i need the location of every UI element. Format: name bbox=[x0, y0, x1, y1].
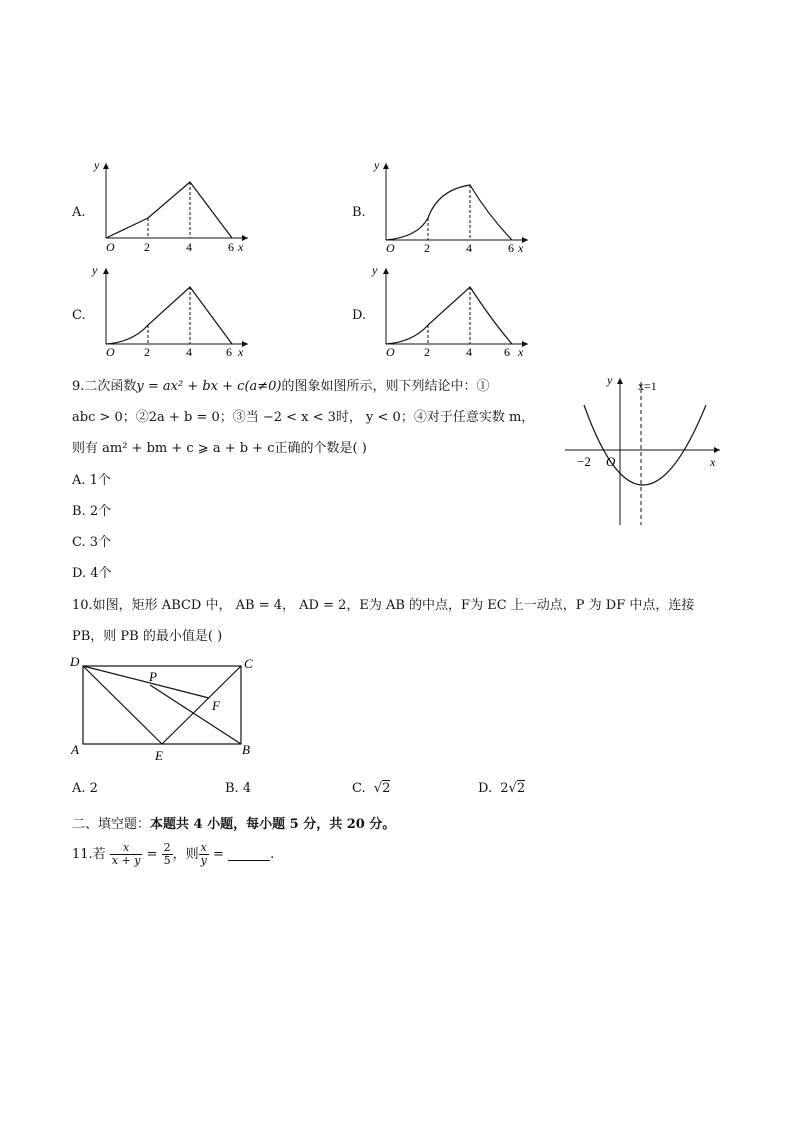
q9-line3: 则有 am² + bm + c ⩾ a + b + c正确的个数是( ) bbox=[72, 441, 367, 456]
sqrt-symbol: √2 bbox=[373, 781, 391, 796]
svg-text:B: B bbox=[242, 742, 250, 757]
q10-rectangle-figure bbox=[66, 650, 266, 765]
q10-option-a: A. 2 bbox=[72, 781, 98, 796]
svg-text:6: 6 bbox=[228, 240, 234, 254]
svg-text:y: y bbox=[92, 263, 98, 277]
svg-text:x=1: x=1 bbox=[638, 379, 657, 393]
svg-text:y: y bbox=[374, 158, 380, 172]
q9-option-c: C. 3个 bbox=[72, 535, 112, 550]
svg-text:C: C bbox=[244, 656, 253, 671]
svg-text:2: 2 bbox=[424, 345, 430, 359]
curve-a bbox=[106, 182, 232, 238]
graph-option-d bbox=[368, 262, 538, 362]
q9-suffix: 的图象如图所示，则下列结论中：① bbox=[281, 379, 490, 394]
graph-option-c bbox=[88, 262, 258, 362]
option-c-label: C. bbox=[72, 308, 86, 323]
q10-option-c: C. √2 bbox=[352, 781, 391, 796]
svg-text:6: 6 bbox=[504, 345, 510, 359]
svg-text:y: y bbox=[94, 158, 100, 172]
q9-option-a: A. 1个 bbox=[72, 473, 111, 488]
svg-text:x: x bbox=[238, 345, 244, 359]
q11-fraction-3: $\frac{x}{y}$ bbox=[200, 841, 207, 867]
svg-text:E: E bbox=[155, 748, 163, 763]
svg-text:D: D bbox=[70, 654, 80, 669]
svg-text:y: y bbox=[372, 263, 378, 277]
svg-text:A: A bbox=[71, 742, 79, 757]
svg-text:x: x bbox=[238, 240, 244, 254]
q11-fraction-2: $\frac{2}{5}$ bbox=[163, 841, 171, 867]
curve-d bbox=[386, 287, 512, 344]
q9-line1 bbox=[72, 375, 490, 394]
svg-text:O: O bbox=[106, 240, 115, 254]
svg-text:O: O bbox=[106, 345, 115, 359]
q10-line2: PB，则 PB 的最小值是( ) bbox=[72, 629, 223, 644]
svg-text:O: O bbox=[606, 454, 616, 469]
svg-text:O: O bbox=[386, 345, 395, 359]
svg-text:y: y bbox=[607, 373, 613, 387]
svg-text:−2: −2 bbox=[577, 454, 591, 469]
graph-option-b bbox=[368, 155, 538, 255]
option-b-label: B. bbox=[352, 205, 366, 220]
svg-text:P: P bbox=[149, 669, 157, 684]
q11-line: 11.若 $\frac{x}{x + y}$ = $\frac{2}{5}$ ，则 $\frac{x}{y}$ = . bbox=[72, 841, 275, 867]
q10-line1: 10.如图，矩形 ABCD 中， AB = 4， AD = 2，E为 AB 的中点，F为 EC 上一动点，P 为 DF 中点，连接 bbox=[72, 598, 695, 613]
option-d-label: D. bbox=[352, 308, 367, 323]
svg-text:6: 6 bbox=[226, 345, 232, 359]
svg-text:O: O bbox=[386, 241, 395, 255]
svg-text:4: 4 bbox=[466, 345, 472, 359]
svg-text:6: 6 bbox=[508, 241, 514, 255]
q9-line2: abc > 0；②2a + b = 0；③当 −2 < x < 3时， y < 0；④对于任意实数 m， bbox=[72, 410, 535, 425]
graph-option-a bbox=[88, 155, 258, 255]
option-a-label: A. bbox=[72, 205, 86, 220]
svg-text:2: 2 bbox=[144, 240, 150, 254]
q9-prefix: 9.二次函数 bbox=[72, 379, 137, 394]
svg-text:x: x bbox=[518, 241, 524, 255]
curve-b bbox=[386, 185, 512, 240]
svg-text:4: 4 bbox=[466, 241, 472, 255]
q9-parabola-graph bbox=[560, 370, 730, 530]
svg-text:x: x bbox=[710, 455, 716, 469]
sqrt-symbol: √2 bbox=[508, 781, 526, 796]
q9-option-d: D. 4个 bbox=[72, 566, 112, 581]
q9-option-b: B. 2个 bbox=[72, 504, 112, 519]
q11-answer-blank[interactable] bbox=[228, 848, 270, 861]
svg-text:4: 4 bbox=[186, 345, 192, 359]
section-2-heading: 二、填空题：本题共 4 小题，每小题 5 分，共 20 分。 bbox=[72, 817, 396, 832]
svg-text:4: 4 bbox=[186, 240, 192, 254]
q11-fraction-1: $\frac{x}{x + y}$ bbox=[111, 841, 141, 867]
svg-text:2: 2 bbox=[424, 241, 430, 255]
svg-text:x: x bbox=[518, 345, 524, 359]
q10-option-d: D. 2√2 bbox=[478, 781, 526, 796]
curve-c bbox=[106, 287, 232, 344]
svg-text:2: 2 bbox=[144, 345, 150, 359]
q10-option-b: B. 4 bbox=[225, 781, 252, 796]
svg-text:F: F bbox=[212, 698, 220, 713]
parabola bbox=[584, 405, 706, 485]
q9-formula: y = ax² + bx + c(a≠0) bbox=[136, 379, 282, 394]
